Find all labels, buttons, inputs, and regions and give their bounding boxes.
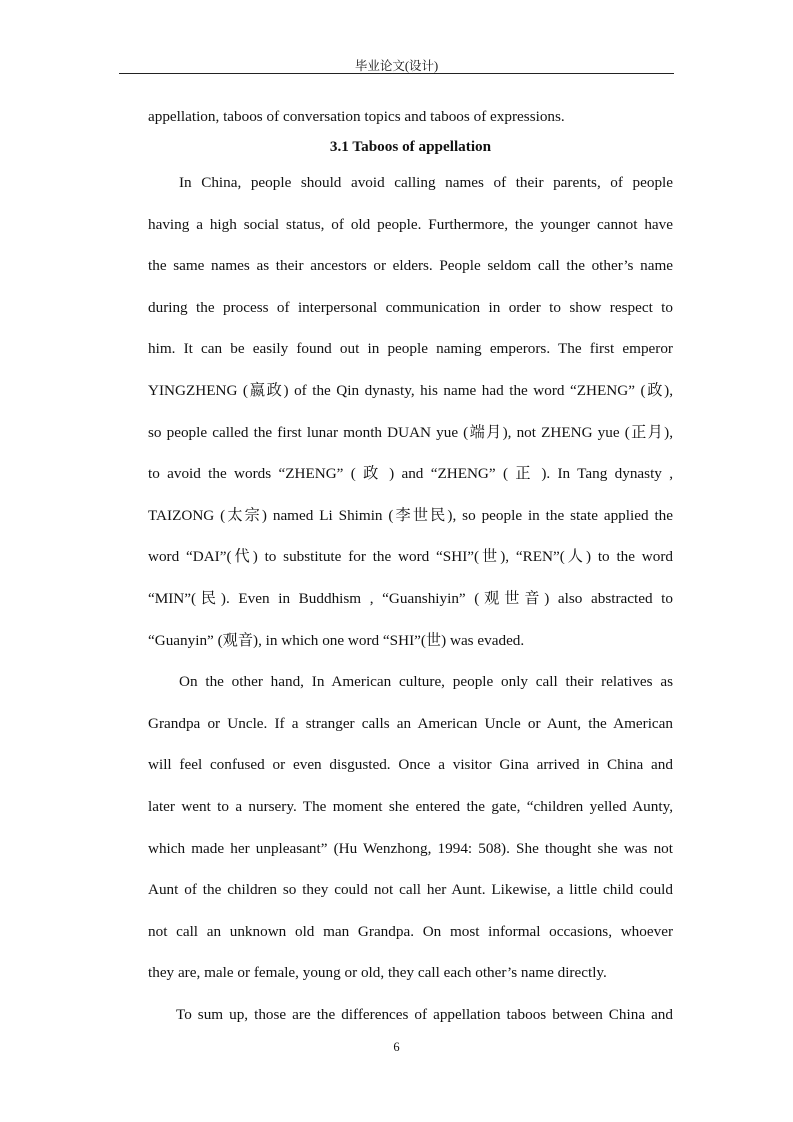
body-line: “MIN”(民). Even in Buddhism , “Guanshiyin” (观世音) also abstracted to [148,589,673,607]
body-line: having a high social status, of old people. Furthermore, the younger cannot have [148,215,673,233]
body-line: TAIZONG (太宗) named Li Shimin (李世民), so people in the state applied the [148,506,673,524]
body-line: YINGZHENG (嬴政) of the Qin dynasty, his name had the word “ZHENG” (政), [148,381,673,399]
body-line: the same names as their ancestors or elders. People seldom call the other’s name [148,257,673,275]
body-line: In China, people should avoid calling names of their parents, of people [179,174,673,191]
section-heading: 3.1 Taboos of appellation [329,138,492,155]
body-line: word “DAI”(代) to substitute for the word “SHI”(世), “REN”(人) to the word [148,548,673,566]
body-line: Grandpa or Uncle. If a stranger calls an American Uncle or Aunt, the American [148,714,673,732]
body-line: which made her unpleasant” (Hu Wenzhong, 1994: 508). She thought she was not [148,839,673,857]
body-line: To sum up, those are the differences of appellation taboos between China and [176,1005,673,1023]
page-number: 6 [393,1040,400,1054]
body-line: to avoid the words “ZHENG” ( 政 ) and “ZHENG” ( 正 ). In Tang dynasty , [148,465,673,483]
body-line: later went to a nursery. The moment she entered the gate, “children yelled Aunty, [148,797,673,815]
header-divider [119,73,674,74]
body-line: not call an unknown old man Grandpa. On most informal occasions, whoever [148,922,673,940]
body-line: during the process of interpersonal communication in order to show respect to [148,298,673,316]
body-line: they are, male or female, young or old, they call each other’s name directly. [148,964,607,982]
body-line: Aunt of the children so they could not call her Aunt. Likewise, a little child could [148,881,673,899]
document-body [148,96,673,1035]
body-line: appellation, taboos of conversation topics and taboos of expressions. [148,108,565,125]
body-line: so people called the first lunar month DUAN yue (端月), not ZHENG yue (正月), [148,423,673,441]
header-title: 毕业论文(设计) [354,59,439,73]
body-line: him. It can be easily found out in people naming emperors. The first emperor [148,340,673,358]
body-line: On the other hand, In American culture, people only call their relatives as [179,673,673,691]
body-line: will feel confused or even disgusted. Once a visitor Gina arrived in China and [148,756,673,774]
body-line: “Guanyin” (观音), in which one word “SHI”(世) was evaded. [148,631,525,649]
